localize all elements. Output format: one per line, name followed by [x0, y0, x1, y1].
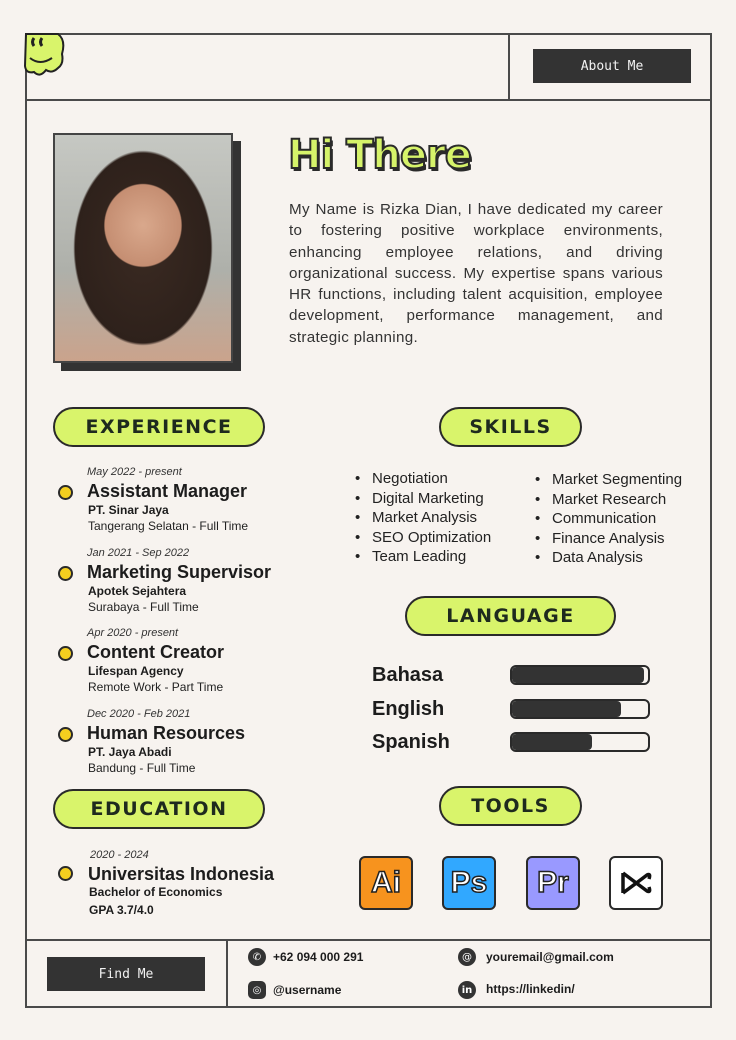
experience-location: Bandung - Full Time — [88, 760, 196, 775]
timeline-dot — [58, 485, 73, 500]
skill-item: • Communication — [535, 509, 682, 529]
experience-location: Remote Work - Part Time — [88, 680, 224, 694]
instagram-link[interactable]: @username — [273, 983, 342, 997]
tool-icon: Ps — [442, 856, 496, 910]
experience-title: Assistant Manager — [87, 481, 248, 501]
language-name: Bahasa — [372, 664, 444, 686]
experience-location: Tangerang Selatan - Full Time — [88, 519, 249, 533]
about-me-button[interactable]: About Me — [533, 49, 691, 83]
experience-company: PT. Jaya Abadi — [88, 744, 172, 759]
experience-company: Apotek Sejahtera — [88, 583, 187, 598]
education-date: 2020 - 2024 — [90, 849, 149, 861]
skill-item: • Data Analysis — [535, 548, 682, 568]
linkedin-link[interactable]: https://linkedin/ — [486, 982, 575, 996]
timeline-dot — [58, 646, 73, 661]
find-me-button[interactable]: Find Me — [47, 957, 205, 991]
smiley-logo-icon — [22, 30, 66, 80]
experience-heading: EXPERIENCE — [53, 407, 265, 447]
skill-item: • Finance Analysis — [535, 529, 682, 549]
capcut-icon — [619, 869, 653, 897]
timeline-dot — [58, 727, 73, 742]
timeline-dot — [58, 866, 73, 881]
linkedin-icon: in — [458, 981, 476, 999]
greeting-title: Hi There — [288, 132, 471, 178]
skills-list-2 — [535, 470, 682, 568]
skills-list-1 — [355, 469, 491, 567]
footer-divider — [25, 939, 712, 941]
skill-item: • Negotiation — [355, 469, 491, 489]
experience-location: Surabaya - Full Time — [88, 599, 199, 614]
language-level-fill — [512, 701, 621, 717]
experience-date: Jan 2021 - Sep 2022 — [87, 546, 190, 559]
experience-title: Human Resources — [87, 722, 246, 743]
language-heading: LANGUAGE — [405, 596, 616, 636]
language-level-fill — [512, 667, 644, 683]
language-level-bar — [510, 732, 650, 752]
phone-link[interactable]: +62 094 000 291 — [273, 950, 364, 964]
tool-icon — [609, 856, 663, 910]
experience-company: Lifespan Agency — [88, 664, 184, 678]
timeline-dot — [58, 566, 73, 581]
tool-icon: Ai — [359, 856, 413, 910]
intro-paragraph: My Name is Rizka Dian, I have dedicated my career to fostering positive workplace environments, enhancing employee relations, and driving organizational success. My expertise spans various HR functions, including talent acquisition, employee development, performance management, and strategic planning. — [289, 201, 663, 346]
language-level-fill — [512, 734, 592, 750]
skill-item: • Market Segmenting — [535, 470, 682, 490]
language-name: Spanish — [372, 731, 450, 753]
skill-item: • Team Leading — [355, 547, 491, 567]
language-level-bar — [510, 699, 650, 719]
tool-icon: Pr — [526, 856, 580, 910]
tools-heading: TOOLS — [439, 786, 582, 826]
education-heading: EDUCATION — [53, 789, 265, 829]
experience-title: Marketing Supervisor — [87, 561, 272, 582]
experience-title: Content Creator — [87, 642, 225, 662]
email-link[interactable]: youremail@gmail.com — [486, 950, 614, 964]
experience-date: Dec 2020 - Feb 2021 — [87, 707, 191, 720]
education-degree: Bachelor of Economics — [89, 885, 223, 899]
experience-company: PT. Sinar Jaya — [88, 503, 169, 517]
skill-item: • SEO Optimization — [355, 528, 491, 548]
footer-vdivider — [226, 939, 228, 1007]
profile-photo — [53, 133, 233, 363]
education-school: Universitas Indonesia — [88, 864, 275, 884]
header-divider — [25, 99, 712, 101]
header-vdivider — [508, 33, 510, 100]
experience-date: May 2022 - present — [87, 466, 182, 478]
email-icon: @ — [458, 948, 476, 966]
whatsapp-icon: ✆ — [248, 948, 266, 966]
language-name: English — [372, 697, 445, 720]
language-level-bar — [510, 665, 650, 685]
skill-item: • Market Analysis — [355, 508, 491, 528]
instagram-icon: ◎ — [248, 981, 266, 999]
skills-heading: SKILLS — [439, 407, 582, 447]
skill-item: • Digital Marketing — [355, 489, 491, 509]
education-gpa: GPA 3.7/4.0 — [89, 903, 154, 917]
experience-date: Apr 2020 - present — [87, 627, 179, 639]
skill-item: • Market Research — [535, 490, 682, 510]
